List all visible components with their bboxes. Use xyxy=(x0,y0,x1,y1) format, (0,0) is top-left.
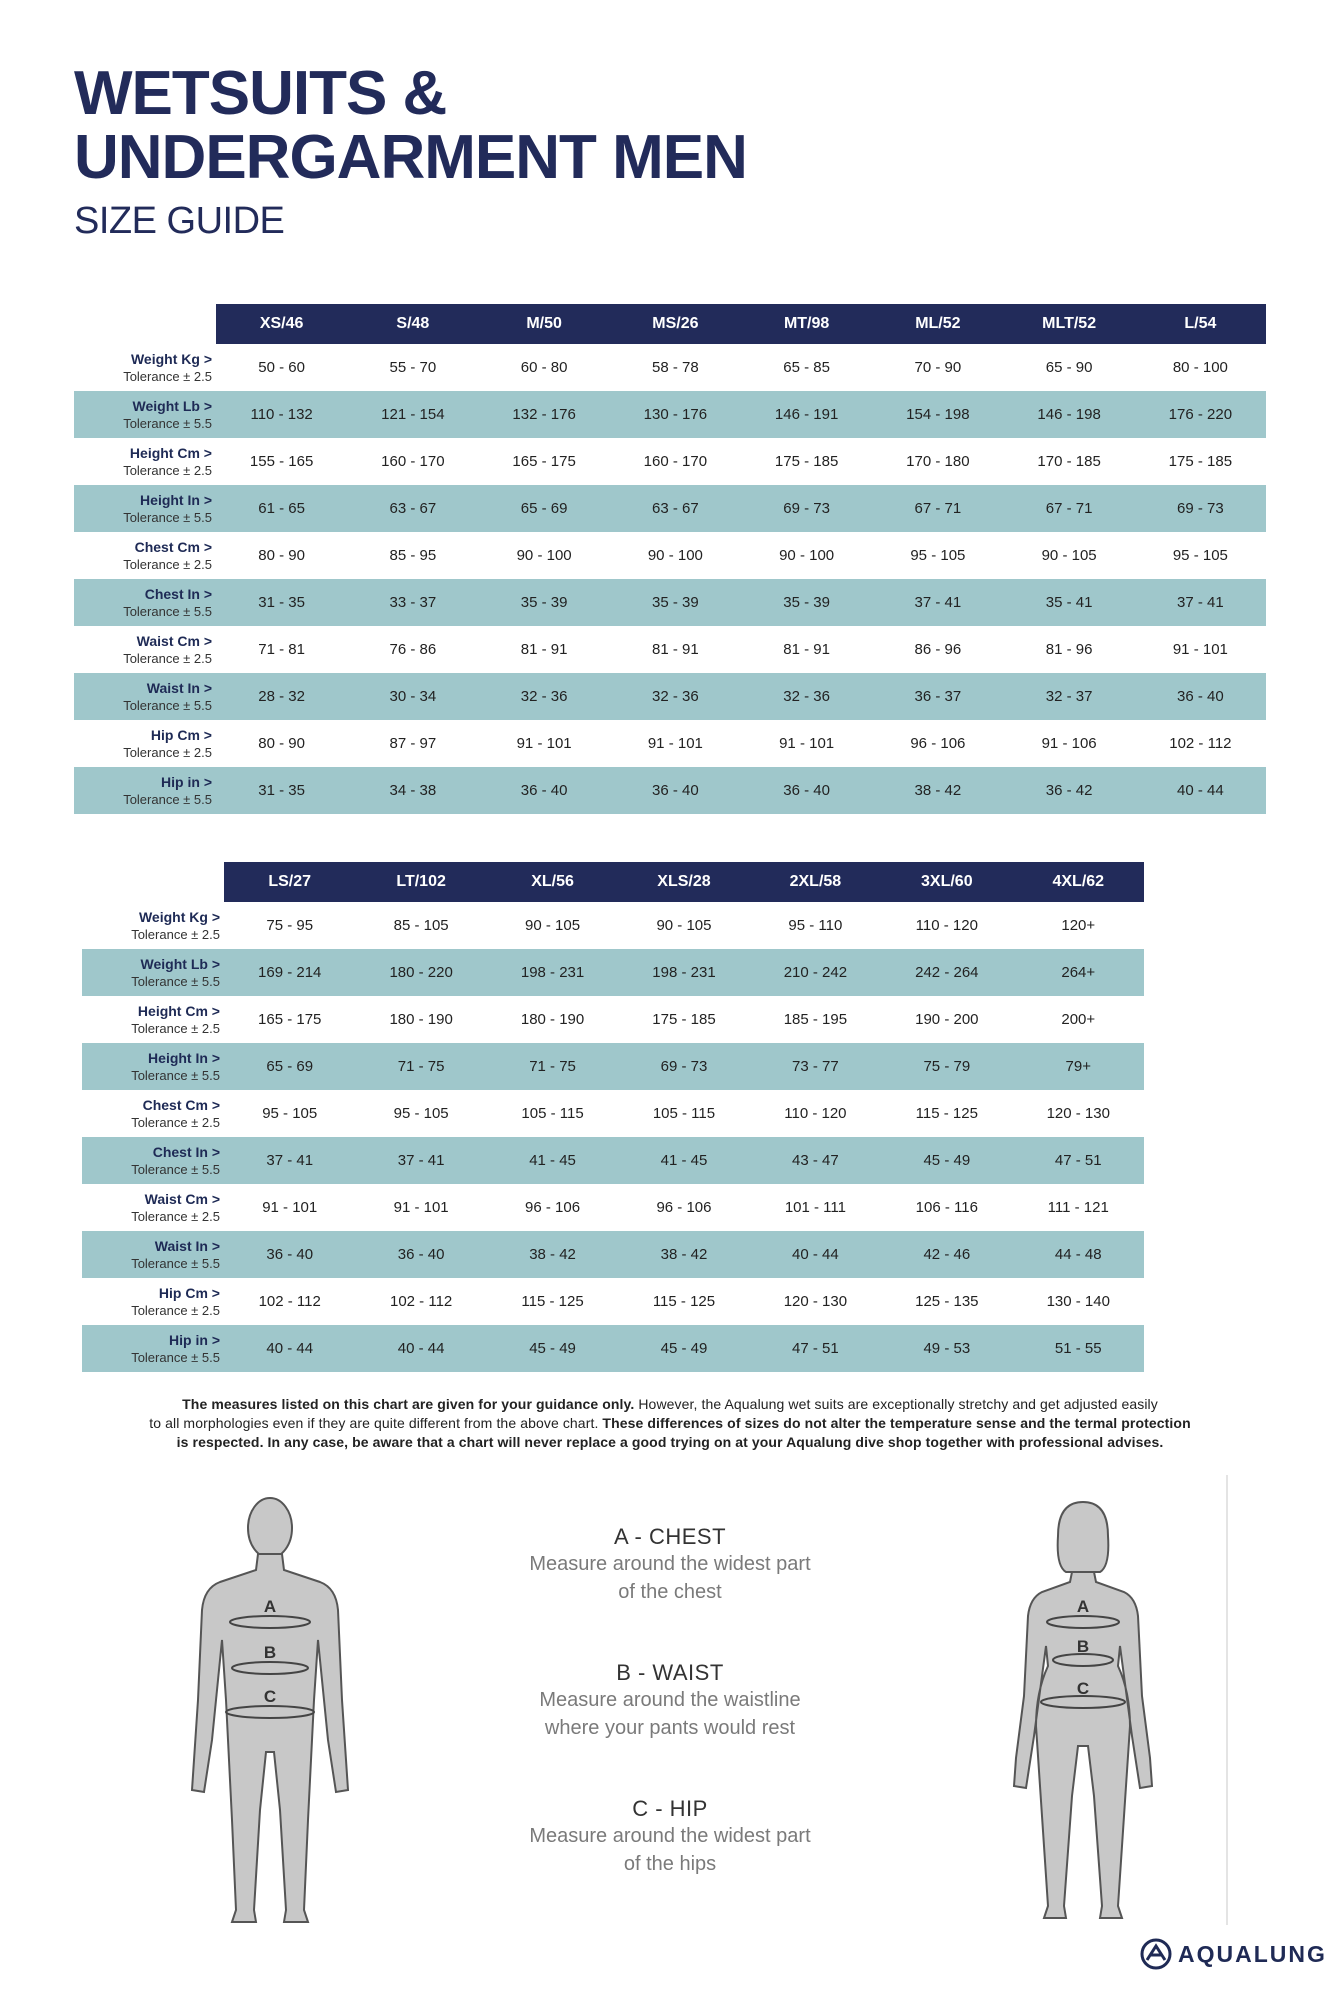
size-value-cell: 175 - 185 xyxy=(1168,453,1233,470)
measurement-name: Weight Kg > xyxy=(138,908,220,925)
table-row xyxy=(74,720,1266,767)
row-label xyxy=(82,1043,224,1090)
size-header: LT/102 xyxy=(355,862,486,902)
size-value-cell: 32 - 37 xyxy=(1004,673,1135,720)
measurement-name: Hip Cm > xyxy=(150,726,212,743)
size-header: MLT/52 xyxy=(1004,304,1135,344)
table-row xyxy=(82,1137,1144,1184)
size-value-cell: 125 - 135 xyxy=(915,1293,979,1310)
row-label xyxy=(74,720,216,767)
size-value-cell: 55 - 70 xyxy=(389,359,437,376)
size-value-cell: 110 - 120 xyxy=(784,1105,847,1122)
size-value-cell: 36 - 42 xyxy=(1004,767,1135,814)
size-value-cell: 71 - 75 xyxy=(355,1043,486,1090)
size-value-cell: 185 - 195 xyxy=(783,1011,848,1028)
size-value-cell: 146 - 191 xyxy=(741,391,872,438)
size-value-cell: 130 - 140 xyxy=(1046,1293,1110,1310)
size-value-cell: 210 - 242 xyxy=(750,949,881,996)
size-value-cell: 242 - 264 xyxy=(881,949,1012,996)
size-value-cell: 96 - 106 xyxy=(910,735,966,752)
tolerance-text: Tolerance ± 2.5 xyxy=(123,744,212,760)
measure-hip-line-1: Measure around the widest part xyxy=(529,1825,811,1847)
size-value-cell: 91 - 101 xyxy=(262,1199,318,1216)
row-label xyxy=(74,344,216,391)
size-value-cell: 165 - 175 xyxy=(512,453,576,470)
header-spacer xyxy=(82,862,224,902)
size-value-cell: 105 - 115 xyxy=(652,1105,716,1122)
disclaimer-bold-3: is respected. In any case, be aware that a chart will never replace a good trying on at your Aqualung dive shop together with professional advises. xyxy=(176,1434,1164,1450)
size-value-cell: 37 - 41 xyxy=(355,1137,486,1184)
row-label xyxy=(74,626,216,673)
size-value-cell: 146 - 198 xyxy=(1004,391,1135,438)
tolerance-text: Tolerance ± 5.5 xyxy=(131,1349,220,1365)
size-value-cell: 115 - 125 xyxy=(915,1105,978,1122)
table-row xyxy=(74,626,1266,673)
size-value-cell: 91 - 101 xyxy=(779,735,835,752)
row-label xyxy=(82,1325,224,1372)
size-header: XS/46 xyxy=(216,304,347,344)
size-header: M/50 xyxy=(479,304,610,344)
table-row xyxy=(82,902,1144,949)
measure-chest-heading: A - CHEST xyxy=(613,1524,727,1549)
size-value-cell: 30 - 34 xyxy=(347,673,478,720)
female-label-b: B xyxy=(1076,1637,1090,1656)
disclaimer-bold-2: These differences of sizes do not alter the temperature sense and the termal protection xyxy=(598,1415,1191,1431)
size-value-cell: 90 - 100 xyxy=(779,547,835,564)
size-value-cell: 175 - 185 xyxy=(652,1011,716,1028)
measurement-name: Chest Cm > xyxy=(142,1096,220,1113)
size-value-cell: 80 - 90 xyxy=(258,547,305,564)
table-header-row xyxy=(74,304,1266,344)
measurement-name: Hip in > xyxy=(169,1331,220,1348)
size-value-cell: 160 - 170 xyxy=(381,453,445,470)
row-label xyxy=(82,1231,224,1278)
table-row xyxy=(74,438,1266,485)
tolerance-text: Tolerance ± 2.5 xyxy=(123,462,212,478)
size-value-cell: 91 - 101 xyxy=(647,735,703,752)
table-row xyxy=(82,996,1144,1043)
female-body-figure xyxy=(1008,1496,1158,1926)
measure-waist-line-1: Measure around the waistline xyxy=(539,1689,801,1711)
size-value-cell: 120 - 130 xyxy=(783,1293,848,1310)
row-label xyxy=(74,485,216,532)
size-table-1 xyxy=(74,304,1266,814)
size-value-cell: 41 - 45 xyxy=(487,1137,618,1184)
measure-waist-line-2: where your pants would rest xyxy=(544,1717,796,1739)
size-value-cell: 90 - 100 xyxy=(647,547,703,564)
row-label xyxy=(82,1278,224,1325)
tolerance-text: Tolerance ± 2.5 xyxy=(131,926,220,942)
size-value-cell: 180 - 190 xyxy=(389,1011,453,1028)
measurement-name: Weight Kg > xyxy=(130,350,212,367)
size-value-cell: 45 - 49 xyxy=(881,1137,1012,1184)
size-value-cell: 35 - 39 xyxy=(610,579,741,626)
size-value-cell: 45 - 49 xyxy=(487,1325,618,1372)
size-value-cell: 75 - 79 xyxy=(881,1043,1012,1090)
measure-chest-line-2: of the chest xyxy=(618,1581,722,1603)
size-value-cell: 170 - 180 xyxy=(906,453,970,470)
size-value-cell: 180 - 220 xyxy=(355,949,486,996)
size-value-cell: 160 - 170 xyxy=(643,453,708,470)
size-value-cell: 102 - 112 xyxy=(389,1293,453,1310)
row-label xyxy=(74,673,216,720)
table-row xyxy=(74,579,1266,626)
size-value-cell: 43 - 47 xyxy=(750,1137,881,1184)
size-value-cell: 198 - 231 xyxy=(487,949,618,996)
size-value-cell: 86 - 96 xyxy=(914,641,962,658)
tolerance-text: Tolerance ± 5.5 xyxy=(131,1255,220,1271)
size-value-cell: 35 - 41 xyxy=(1004,579,1135,626)
size-value-cell: 102 - 112 xyxy=(258,1293,321,1310)
size-value-cell: 91 - 101 xyxy=(516,735,572,752)
tolerance-text: Tolerance ± 2.5 xyxy=(123,650,212,666)
table-row xyxy=(82,1325,1144,1372)
size-value-cell: 47 - 51 xyxy=(1013,1137,1144,1184)
size-value-cell: 170 - 185 xyxy=(1037,453,1101,470)
size-value-cell: 58 - 78 xyxy=(652,359,699,376)
size-value-cell: 96 - 106 xyxy=(525,1199,581,1216)
size-value-cell: 90 - 105 xyxy=(1041,547,1097,564)
measurement-name: Weight Lb > xyxy=(132,397,212,414)
size-value-cell: 49 - 53 xyxy=(881,1325,1012,1372)
tolerance-text: Tolerance ± 5.5 xyxy=(131,1067,220,1083)
size-header: MT/98 xyxy=(741,304,872,344)
size-value-cell: 95 - 105 xyxy=(262,1105,318,1122)
size-header: MS/26 xyxy=(610,304,741,344)
size-value-cell: 36 - 40 xyxy=(610,767,741,814)
size-value-cell: 91 - 101 xyxy=(393,1199,449,1216)
size-value-cell: 36 - 40 xyxy=(479,767,610,814)
size-value-cell: 79+ xyxy=(1013,1043,1144,1090)
tolerance-text: Tolerance ± 5.5 xyxy=(123,697,212,713)
tolerance-text: Tolerance ± 5.5 xyxy=(131,1161,220,1177)
size-value-cell: 65 - 69 xyxy=(479,485,610,532)
size-value-cell: 71 - 81 xyxy=(258,641,305,658)
tolerance-text: Tolerance ± 5.5 xyxy=(123,791,212,807)
size-value-cell: 36 - 40 xyxy=(224,1231,355,1278)
size-value-cell: 80 - 100 xyxy=(1172,359,1228,376)
size-value-cell: 45 - 49 xyxy=(618,1325,749,1372)
row-label xyxy=(74,391,216,438)
row-label xyxy=(74,438,216,485)
size-value-cell: 70 - 90 xyxy=(914,359,962,376)
size-value-cell: 111 - 121 xyxy=(1047,1199,1109,1216)
table-row xyxy=(74,485,1266,532)
size-value-cell: 95 - 105 xyxy=(910,547,966,564)
tolerance-text: Tolerance ± 5.5 xyxy=(131,973,220,989)
size-value-cell: 85 - 105 xyxy=(393,917,449,934)
size-value-cell: 65 - 69 xyxy=(224,1043,355,1090)
size-value-cell: 91 - 101 xyxy=(1172,641,1228,658)
size-value-cell: 36 - 40 xyxy=(355,1231,486,1278)
size-value-cell: 69 - 73 xyxy=(1135,485,1266,532)
size-header: 3XL/60 xyxy=(881,862,1012,902)
row-label xyxy=(74,579,216,626)
size-value-cell: 76 - 86 xyxy=(389,641,437,658)
disclaimer-bold-1: The measures listed on this chart are given for your guidance only. xyxy=(182,1396,635,1412)
size-value-cell: 42 - 46 xyxy=(881,1231,1012,1278)
brand-name: AQUALUNG xyxy=(1178,1940,1327,1967)
title-line-1: WETSUITS & xyxy=(74,59,447,128)
female-label-a: A xyxy=(1076,1597,1090,1616)
size-header: XL/56 xyxy=(487,862,618,902)
page-title xyxy=(74,59,747,192)
header-spacer xyxy=(74,304,216,344)
size-value-cell: 67 - 71 xyxy=(872,485,1003,532)
table-row xyxy=(82,1278,1144,1325)
measurement-name: Height Cm > xyxy=(137,1002,220,1019)
size-value-cell: 110 - 132 xyxy=(216,391,347,438)
size-value-cell: 60 - 80 xyxy=(520,359,568,376)
size-value-cell: 180 - 190 xyxy=(520,1011,585,1028)
tolerance-text: Tolerance ± 2.5 xyxy=(131,1208,220,1224)
measurement-name: Chest Cm > xyxy=(134,538,212,555)
size-value-cell: 75 - 95 xyxy=(266,917,314,934)
size-value-cell: 40 - 44 xyxy=(355,1325,486,1372)
table-row xyxy=(82,1043,1144,1090)
size-value-cell: 41 - 45 xyxy=(618,1137,749,1184)
size-value-cell: 36 - 40 xyxy=(741,767,872,814)
tolerance-text: Tolerance ± 2.5 xyxy=(131,1020,220,1036)
size-value-cell: 91 - 106 xyxy=(1041,735,1097,752)
size-value-cell: 105 - 115 xyxy=(521,1105,584,1122)
size-value-cell: 31 - 35 xyxy=(216,579,347,626)
size-value-cell: 33 - 37 xyxy=(347,579,478,626)
size-value-cell: 51 - 55 xyxy=(1013,1325,1144,1372)
size-value-cell: 35 - 39 xyxy=(741,579,872,626)
size-header: 4XL/62 xyxy=(1013,862,1144,902)
size-value-cell: 67 - 71 xyxy=(1004,485,1135,532)
measurement-name: Waist In > xyxy=(146,679,212,696)
size-value-cell: 90 - 105 xyxy=(656,917,712,934)
size-value-cell: 31 - 35 xyxy=(216,767,347,814)
measure-hip-heading: C - HIP xyxy=(632,1796,708,1821)
size-value-cell: 101 - 111 xyxy=(784,1199,846,1216)
tolerance-text: Tolerance ± 2.5 xyxy=(131,1114,220,1130)
size-value-cell: 85 - 95 xyxy=(389,547,437,564)
size-value-cell: 38 - 42 xyxy=(872,767,1003,814)
size-value-cell: 35 - 39 xyxy=(479,579,610,626)
size-value-cell: 154 - 198 xyxy=(872,391,1003,438)
size-value-cell: 165 - 175 xyxy=(258,1011,322,1028)
measurement-name: Hip in > xyxy=(161,773,212,790)
size-value-cell: 65 - 85 xyxy=(783,359,830,376)
measure-hip-line-2: of the hips xyxy=(623,1853,717,1875)
row-label xyxy=(74,532,216,579)
row-label xyxy=(82,1090,224,1137)
size-table-2 xyxy=(82,862,1144,1372)
size-value-cell: 69 - 73 xyxy=(741,485,872,532)
size-value-cell: 132 - 176 xyxy=(479,391,610,438)
size-value-cell: 38 - 42 xyxy=(618,1231,749,1278)
size-value-cell: 81 - 91 xyxy=(783,641,830,658)
size-value-cell: 175 - 185 xyxy=(774,453,839,470)
size-value-cell: 95 - 110 xyxy=(788,917,843,934)
size-value-cell: 36 - 40 xyxy=(1135,673,1266,720)
size-value-cell: 169 - 214 xyxy=(224,949,355,996)
size-value-cell: 176 - 220 xyxy=(1135,391,1266,438)
male-label-a: A xyxy=(263,1597,277,1616)
size-value-cell: 96 - 106 xyxy=(656,1199,712,1216)
table-row xyxy=(74,767,1266,814)
size-value-cell: 36 - 37 xyxy=(872,673,1003,720)
size-value-cell: 155 - 165 xyxy=(249,453,314,470)
size-value-cell: 71 - 75 xyxy=(487,1043,618,1090)
table-row xyxy=(74,532,1266,579)
male-label-c: C xyxy=(263,1687,277,1706)
measure-hip xyxy=(480,1796,860,1878)
size-value-cell: 37 - 41 xyxy=(1135,579,1266,626)
measurement-name: Waist In > xyxy=(154,1237,220,1254)
male-label-b: B xyxy=(263,1643,277,1662)
measurement-name: Height In > xyxy=(140,491,212,508)
row-label xyxy=(82,996,224,1043)
size-value-cell: 110 - 120 xyxy=(915,917,978,934)
measurement-name: Height Cm > xyxy=(129,444,212,461)
size-value-cell: 90 - 105 xyxy=(525,917,581,934)
page-subtitle: SIZE GUIDE xyxy=(74,200,285,242)
size-value-cell: 32 - 36 xyxy=(610,673,741,720)
table-row xyxy=(82,1184,1144,1231)
size-value-cell: 115 - 125 xyxy=(521,1293,584,1310)
size-value-cell: 190 - 200 xyxy=(915,1011,979,1028)
size-value-cell: 95 - 105 xyxy=(1172,547,1228,564)
size-value-cell: 63 - 67 xyxy=(347,485,478,532)
size-header: L/54 xyxy=(1135,304,1266,344)
size-value-cell: 28 - 32 xyxy=(216,673,347,720)
table-row xyxy=(82,949,1144,996)
table-row xyxy=(74,344,1266,391)
size-value-cell: 37 - 41 xyxy=(224,1137,355,1184)
aqualung-logo-icon xyxy=(1140,1938,1172,1970)
row-label xyxy=(82,949,224,996)
brand-logo xyxy=(1140,1937,1327,1971)
measurement-name: Waist Cm > xyxy=(144,1190,220,1207)
tolerance-text: Tolerance ± 5.5 xyxy=(123,603,212,619)
measure-waist xyxy=(480,1660,860,1742)
size-value-cell: 200+ xyxy=(1061,1011,1096,1028)
table-row xyxy=(74,391,1266,438)
row-label xyxy=(82,902,224,949)
measurement-name: Chest In > xyxy=(144,585,212,602)
size-value-cell: 264+ xyxy=(1013,949,1144,996)
size-value-cell: 90 - 100 xyxy=(516,547,572,564)
size-value-cell: 87 - 97 xyxy=(389,735,437,752)
tolerance-text: Tolerance ± 2.5 xyxy=(123,368,212,384)
row-label xyxy=(82,1137,224,1184)
disclaimer-normal-2: to all morphologies even if they are quite different from the above chart. xyxy=(149,1415,599,1431)
row-label xyxy=(74,767,216,814)
size-value-cell: 81 - 96 xyxy=(1045,641,1093,658)
size-value-cell: 121 - 154 xyxy=(347,391,478,438)
table-row xyxy=(82,1090,1144,1137)
size-value-cell: 38 - 42 xyxy=(487,1231,618,1278)
tolerance-text: Tolerance ± 5.5 xyxy=(123,509,212,525)
size-value-cell: 81 - 91 xyxy=(652,641,699,658)
title-line-2: UNDERGARMENT MEN xyxy=(74,123,747,192)
size-value-cell: 40 - 44 xyxy=(750,1231,881,1278)
size-value-cell: 40 - 44 xyxy=(224,1325,355,1372)
measure-chest xyxy=(480,1524,860,1606)
size-value-cell: 63 - 67 xyxy=(610,485,741,532)
size-value-cell: 120 - 130 xyxy=(1046,1105,1110,1122)
row-label xyxy=(82,1184,224,1231)
size-value-cell: 47 - 51 xyxy=(750,1325,881,1372)
disclaimer-normal-1: However, the Aqualung wet suits are exceptionally stretchy and get adjusted easily xyxy=(634,1396,1158,1412)
size-value-cell: 130 - 176 xyxy=(610,391,741,438)
size-value-cell: 37 - 41 xyxy=(872,579,1003,626)
measurement-name: Weight Lb > xyxy=(140,955,220,972)
table-header-row xyxy=(82,862,1144,902)
tolerance-text: Tolerance ± 2.5 xyxy=(123,556,212,572)
size-value-cell: 73 - 77 xyxy=(750,1043,881,1090)
size-value-cell: 69 - 73 xyxy=(618,1043,749,1090)
measure-chest-line-1: Measure around the widest part xyxy=(529,1553,811,1575)
size-header: S/48 xyxy=(347,304,478,344)
size-value-cell: 61 - 65 xyxy=(216,485,347,532)
size-value-cell: 95 - 105 xyxy=(393,1105,449,1122)
measurement-name: Chest In > xyxy=(152,1143,220,1160)
size-value-cell: 50 - 60 xyxy=(258,359,305,376)
size-value-cell: 80 - 90 xyxy=(258,735,305,752)
male-body-figure xyxy=(190,1490,350,1930)
size-value-cell: 44 - 48 xyxy=(1013,1231,1144,1278)
size-value-cell: 81 - 91 xyxy=(520,641,568,658)
size-value-cell: 198 - 231 xyxy=(618,949,749,996)
table-row xyxy=(82,1231,1144,1278)
tolerance-text: Tolerance ± 2.5 xyxy=(131,1302,220,1318)
size-value-cell: 34 - 38 xyxy=(347,767,478,814)
measure-waist-heading: B - WAIST xyxy=(616,1660,724,1685)
measurement-name: Height In > xyxy=(148,1049,220,1066)
size-value-cell: 40 - 44 xyxy=(1135,767,1266,814)
table-row xyxy=(74,673,1266,720)
tolerance-text: Tolerance ± 5.5 xyxy=(123,415,212,431)
size-header: 2XL/58 xyxy=(750,862,881,902)
female-label-c: C xyxy=(1076,1679,1090,1698)
size-value-cell: 32 - 36 xyxy=(741,673,872,720)
size-header: XLS/28 xyxy=(618,862,749,902)
size-header: LS/27 xyxy=(224,862,355,902)
size-value-cell: 65 - 90 xyxy=(1045,359,1093,376)
measurement-name: Hip Cm > xyxy=(158,1284,220,1301)
size-value-cell: 120+ xyxy=(1061,917,1096,934)
divider-line xyxy=(1226,1475,1228,1925)
size-value-cell: 102 - 112 xyxy=(1169,735,1232,752)
size-value-cell: 115 - 125 xyxy=(652,1293,716,1310)
disclaimer-text xyxy=(80,1395,1260,1452)
size-value-cell: 106 - 116 xyxy=(915,1199,978,1216)
size-header: ML/52 xyxy=(872,304,1003,344)
size-value-cell: 32 - 36 xyxy=(479,673,610,720)
measurement-name: Waist Cm > xyxy=(136,632,212,649)
